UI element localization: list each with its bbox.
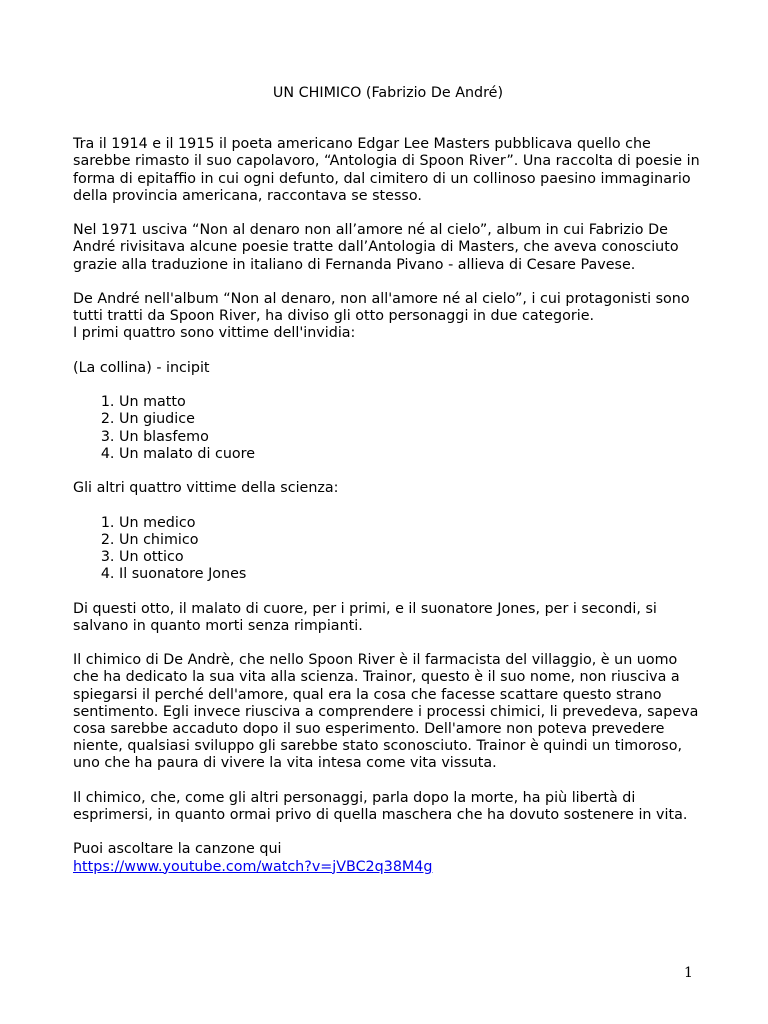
list-science (73, 515, 703, 584)
list-item: 3. Un ottico (119, 549, 703, 566)
list-item: 1. Un medico (119, 515, 703, 532)
paragraph-album: Nel 1971 usciva “Non al denaro non all’amore né al cielo”, album in cui Fabrizio De André rivisitava alcune poesie tratte dall’Antologia di Masters, che aveva conosciuto grazie alla traduzione in italiano di Fernanda Pivano - allieva di Cesare Pavese. (73, 222, 679, 273)
paragraph-intro: Tra il 1914 e il 1915 il poeta americano Edgar Lee Masters pubblicava quello che sarebbe rimasto il suo capolavoro, “Antologia di Spoon River”. Una raccolta di poesie in forma di epitaffio in cui ogni defunto, dal cimitero di un collinoso paesino immaginario della provincia americana, raccontava se stesso. (73, 136, 700, 204)
listen-text: Puoi ascoltare la canzone qui (73, 841, 282, 858)
page-number: 1 (684, 965, 693, 981)
youtube-link[interactable]: https://www.youtube.com/watch?v=jVBC2q38M4g (73, 858, 433, 875)
list-item: 3. Un blasfemo (119, 429, 703, 446)
document-title: UN CHIMICO (Fabrizio De André) (272, 85, 504, 101)
list-item: 4. Un malato di cuore (119, 446, 703, 463)
document-body (73, 85, 703, 876)
list-item: 4. Il suonatore Jones (119, 566, 703, 583)
list-item: 2. Un chimico (119, 532, 703, 549)
list-item: 1. Un matto (119, 394, 703, 411)
paragraph-saved: Di questi otto, il malato di cuore, per i primi, e il suonatore Jones, per i secondi, si salvano in quanto morti senza rimpianti. (73, 600, 657, 634)
list-item: 2. Un giudice (119, 411, 703, 428)
list-envy (73, 394, 703, 463)
paragraph-categories: De André nell'album “Non al denaro, non all'amore né al cielo”, i cui protagonisti sono tutti tratti da Spoon River, ha diviso gli otto personaggi in due categorie. (73, 291, 690, 325)
incipit-line: (La collina) - incipit (73, 359, 210, 376)
paragraph-envy-intro: I primi quattro sono vittime dell'invidia: (73, 325, 356, 342)
paragraph-chemist: Il chimico di De Andrè, che nello Spoon River è il farmacista del villaggio, è un uomo che ha dedicato la sua vita alla scienza. Trainor, questo è il suo nome, non riusciva a spiegarsi il perché dell'amore, qual era la cosa che facesse scattare questo strano sentimento. Egli invece riusciva a comprendere i processi chimici, li prevedeva, sapeva cosa sarebbe accaduto dopo il suo esperimento. Dell'amore non poteva prevedere niente, qualsiasi sviluppo gli sarebbe stato sconosciuto. Trainor è quindi un timoroso, uno che ha paura di vivere la vita intesa come vita vissuta. (73, 652, 699, 772)
paragraph-science-intro: Gli altri quattro vittime della scienza: (73, 480, 339, 497)
paragraph-freedom: Il chimico, che, come gli altri personaggi, parla dopo la morte, ha più libertà di esprimersi, in quanto ormai privo di quella maschera che ha dovuto sostenere in vita. (73, 789, 688, 823)
